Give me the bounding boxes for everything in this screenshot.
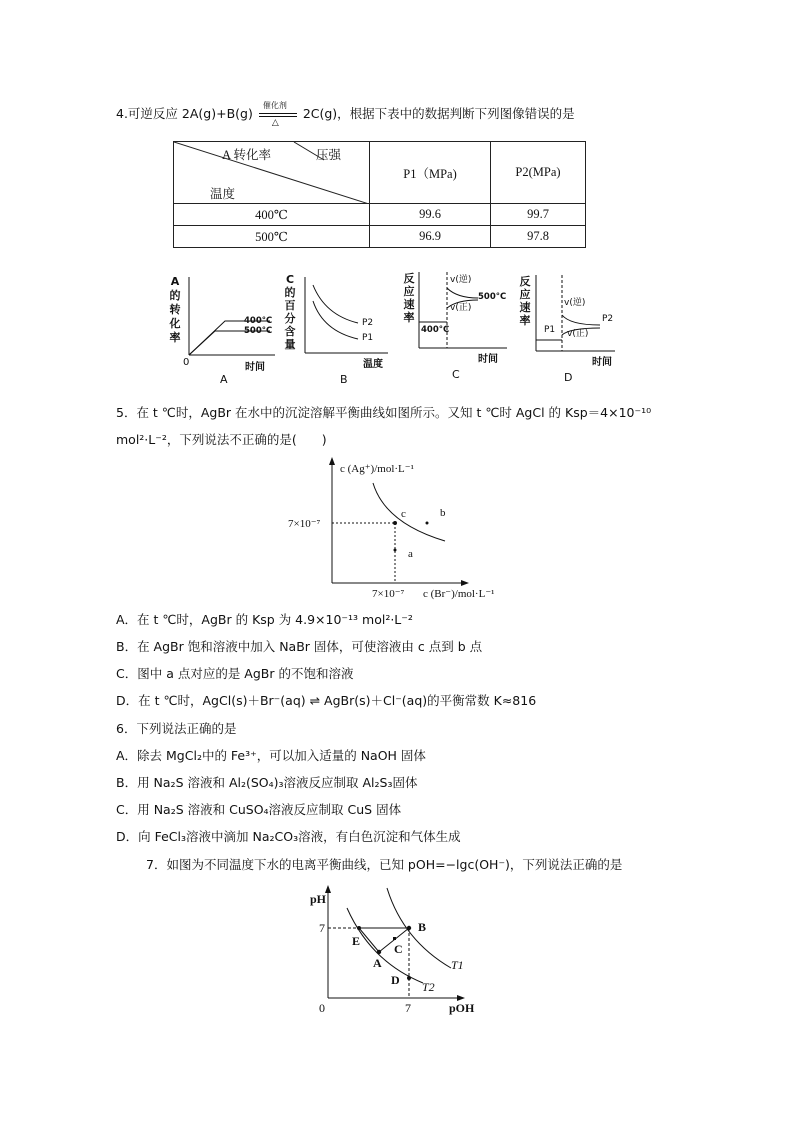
row-label: 400℃ [174, 204, 370, 226]
graph-c-v-rev: v(逆) [450, 275, 472, 285]
q7-point-e: E [352, 934, 361, 948]
q5-option-c: C．图中 a 点对应的是 AgBr 的不饱和溶液 [116, 666, 354, 681]
q7-y-label: pH [310, 892, 327, 906]
q7-point-b: B [418, 920, 427, 934]
q7-graph [305, 880, 490, 1020]
graph-d-v-fwd: v(正) [567, 329, 589, 339]
q6-option-b: B．用 Na₂S 溶液和 Al₂(SO₄)₃溶液反应制取 Al₂S₃固体 [116, 775, 418, 790]
graph-c-y-label: 反 应 速 率 [403, 272, 415, 324]
q5-graph [285, 455, 510, 605]
q4-stem [116, 100, 575, 128]
graph-d-letter: D [564, 371, 573, 384]
graph-a-500-label: 500°C [244, 326, 273, 336]
graph-d-p2-label: P2 [602, 314, 614, 324]
q7-stem: 7．如图为不同温度下水的电离平衡曲线，已知 pOH=−lgc(OH⁻)，下列说法正确的是 [146, 857, 623, 872]
q7-point-c: C [394, 942, 403, 956]
table-cell: 97.8 [491, 226, 586, 248]
graph-b-y-label: C 的 百 分 含 量 [284, 273, 296, 351]
reaction-arrow [257, 100, 299, 128]
q7-y-tick: 7 [319, 921, 325, 935]
corner-pressure-label: 压强 [316, 148, 342, 162]
table-cell: 99.6 [370, 204, 491, 226]
graph-b [283, 273, 393, 388]
q4-stem-part2: 2C(g)，根据下表中的数据判断下列图像错误的是 [302, 106, 575, 121]
q4-stem-part1: 4.可逆反应 2A(g)+B(g) [116, 106, 253, 121]
graph-d-x-label: 时间 [592, 357, 612, 368]
graph-a [165, 273, 280, 388]
table-corner-cell [174, 142, 370, 204]
q6-stem: 6．下列说法正确的是 [116, 721, 237, 736]
catalyst-label: 催化剂 [262, 100, 287, 110]
q7-curve-t1: T1 [451, 958, 464, 972]
graph-a-y-label: A 的 转 化 率 [169, 275, 181, 344]
col-header-p2: P2(MPa) [491, 142, 586, 204]
heat-symbol: △ [271, 117, 279, 128]
q6-option-a: A．除去 MgCl₂中的 Fe³⁺，可以加入适量的 NaOH 固体 [116, 748, 426, 763]
q5-option-b: B．在 AgBr 饱和溶液中加入 NaBr 固体，可使溶液由 c 点到 b 点 [116, 639, 483, 654]
q7-point-d: D [391, 973, 400, 987]
graph-a-400-label: 400°C [244, 316, 273, 326]
col-header-p1: P1（MPa) [370, 142, 491, 204]
graph-a-origin: 0 [183, 357, 190, 368]
graph-b-letter: B [340, 373, 348, 386]
q6-option-d: D．向 FeCl₃溶液中滴加 Na₂CO₃溶液，有白色沉淀和气体生成 [116, 829, 461, 844]
q7-point-a: A [373, 956, 382, 970]
q6-option-c: C．用 Na₂S 溶液和 CuSO₄溶液反应制取 CuS 固体 [116, 802, 402, 817]
q7-x-tick: 7 [405, 1001, 411, 1015]
graph-b-p1-label: P1 [362, 333, 374, 343]
q4-data-table [173, 141, 586, 248]
q7-curve-t2: T2 [422, 980, 435, 994]
graph-b-p2-label: P2 [362, 318, 374, 328]
q5-point-a: a [408, 548, 413, 560]
q5-point-b: b [440, 507, 446, 519]
graph-d-v-rev: v(逆) [564, 298, 586, 308]
graph-c-v-fwd: v(正) [450, 303, 472, 313]
corner-temperature-label: 温度 [210, 187, 236, 201]
q5-stem-line1: 5．在 t ℃时，AgBr 在水中的沉淀溶解平衡曲线如图所示。又知 t ℃时 AgCl 的 Ksp＝4×10⁻¹⁰ [116, 405, 652, 420]
q5-point-c: c [401, 508, 406, 520]
q7-origin: 0 [319, 1001, 325, 1015]
graph-d [518, 273, 618, 388]
row-label: 500℃ [174, 226, 370, 248]
graph-c [402, 270, 512, 385]
q5-stem-line2: mol²·L⁻²，下列说法不正确的是( ) [116, 432, 327, 447]
q7-x-label: pOH [449, 1001, 475, 1015]
table-cell: 99.7 [491, 204, 586, 226]
q5-option-d: D．在 t ℃时，AgCl(s)＋Br⁻(aq) ⇌ AgBr(s)＋Cl⁻(aq)的平衡常数 K≈816 [116, 693, 537, 708]
graph-d-p1-label: P1 [544, 325, 556, 335]
q5-x-label: c (Br⁻)/mol·L⁻¹ [423, 588, 495, 600]
q5-y-label: c (Ag⁺)/mol·L⁻¹ [340, 463, 414, 475]
graph-c-500-label: 500°C [478, 292, 507, 302]
table-cell: 96.9 [370, 226, 491, 248]
graph-d-y-label: 反 应 速 率 [519, 275, 531, 327]
graph-b-x-label: 温度 [363, 359, 383, 370]
corner-conversion-label: A 转化率 [222, 148, 271, 162]
graph-c-400-label: 400°C [421, 325, 450, 335]
graph-a-x-label: 时间 [245, 362, 265, 373]
q5-option-a: A．在 t ℃时，AgBr 的 Ksp 为 4.9×10⁻¹³ mol²·L⁻² [116, 612, 413, 627]
q5-x-tick: 7×10⁻⁷ [372, 588, 405, 600]
graph-a-letter: A [220, 373, 228, 386]
q5-y-tick: 7×10⁻⁷ [288, 518, 321, 530]
graph-c-letter: C [452, 368, 460, 381]
graph-c-x-label: 时间 [478, 354, 498, 365]
